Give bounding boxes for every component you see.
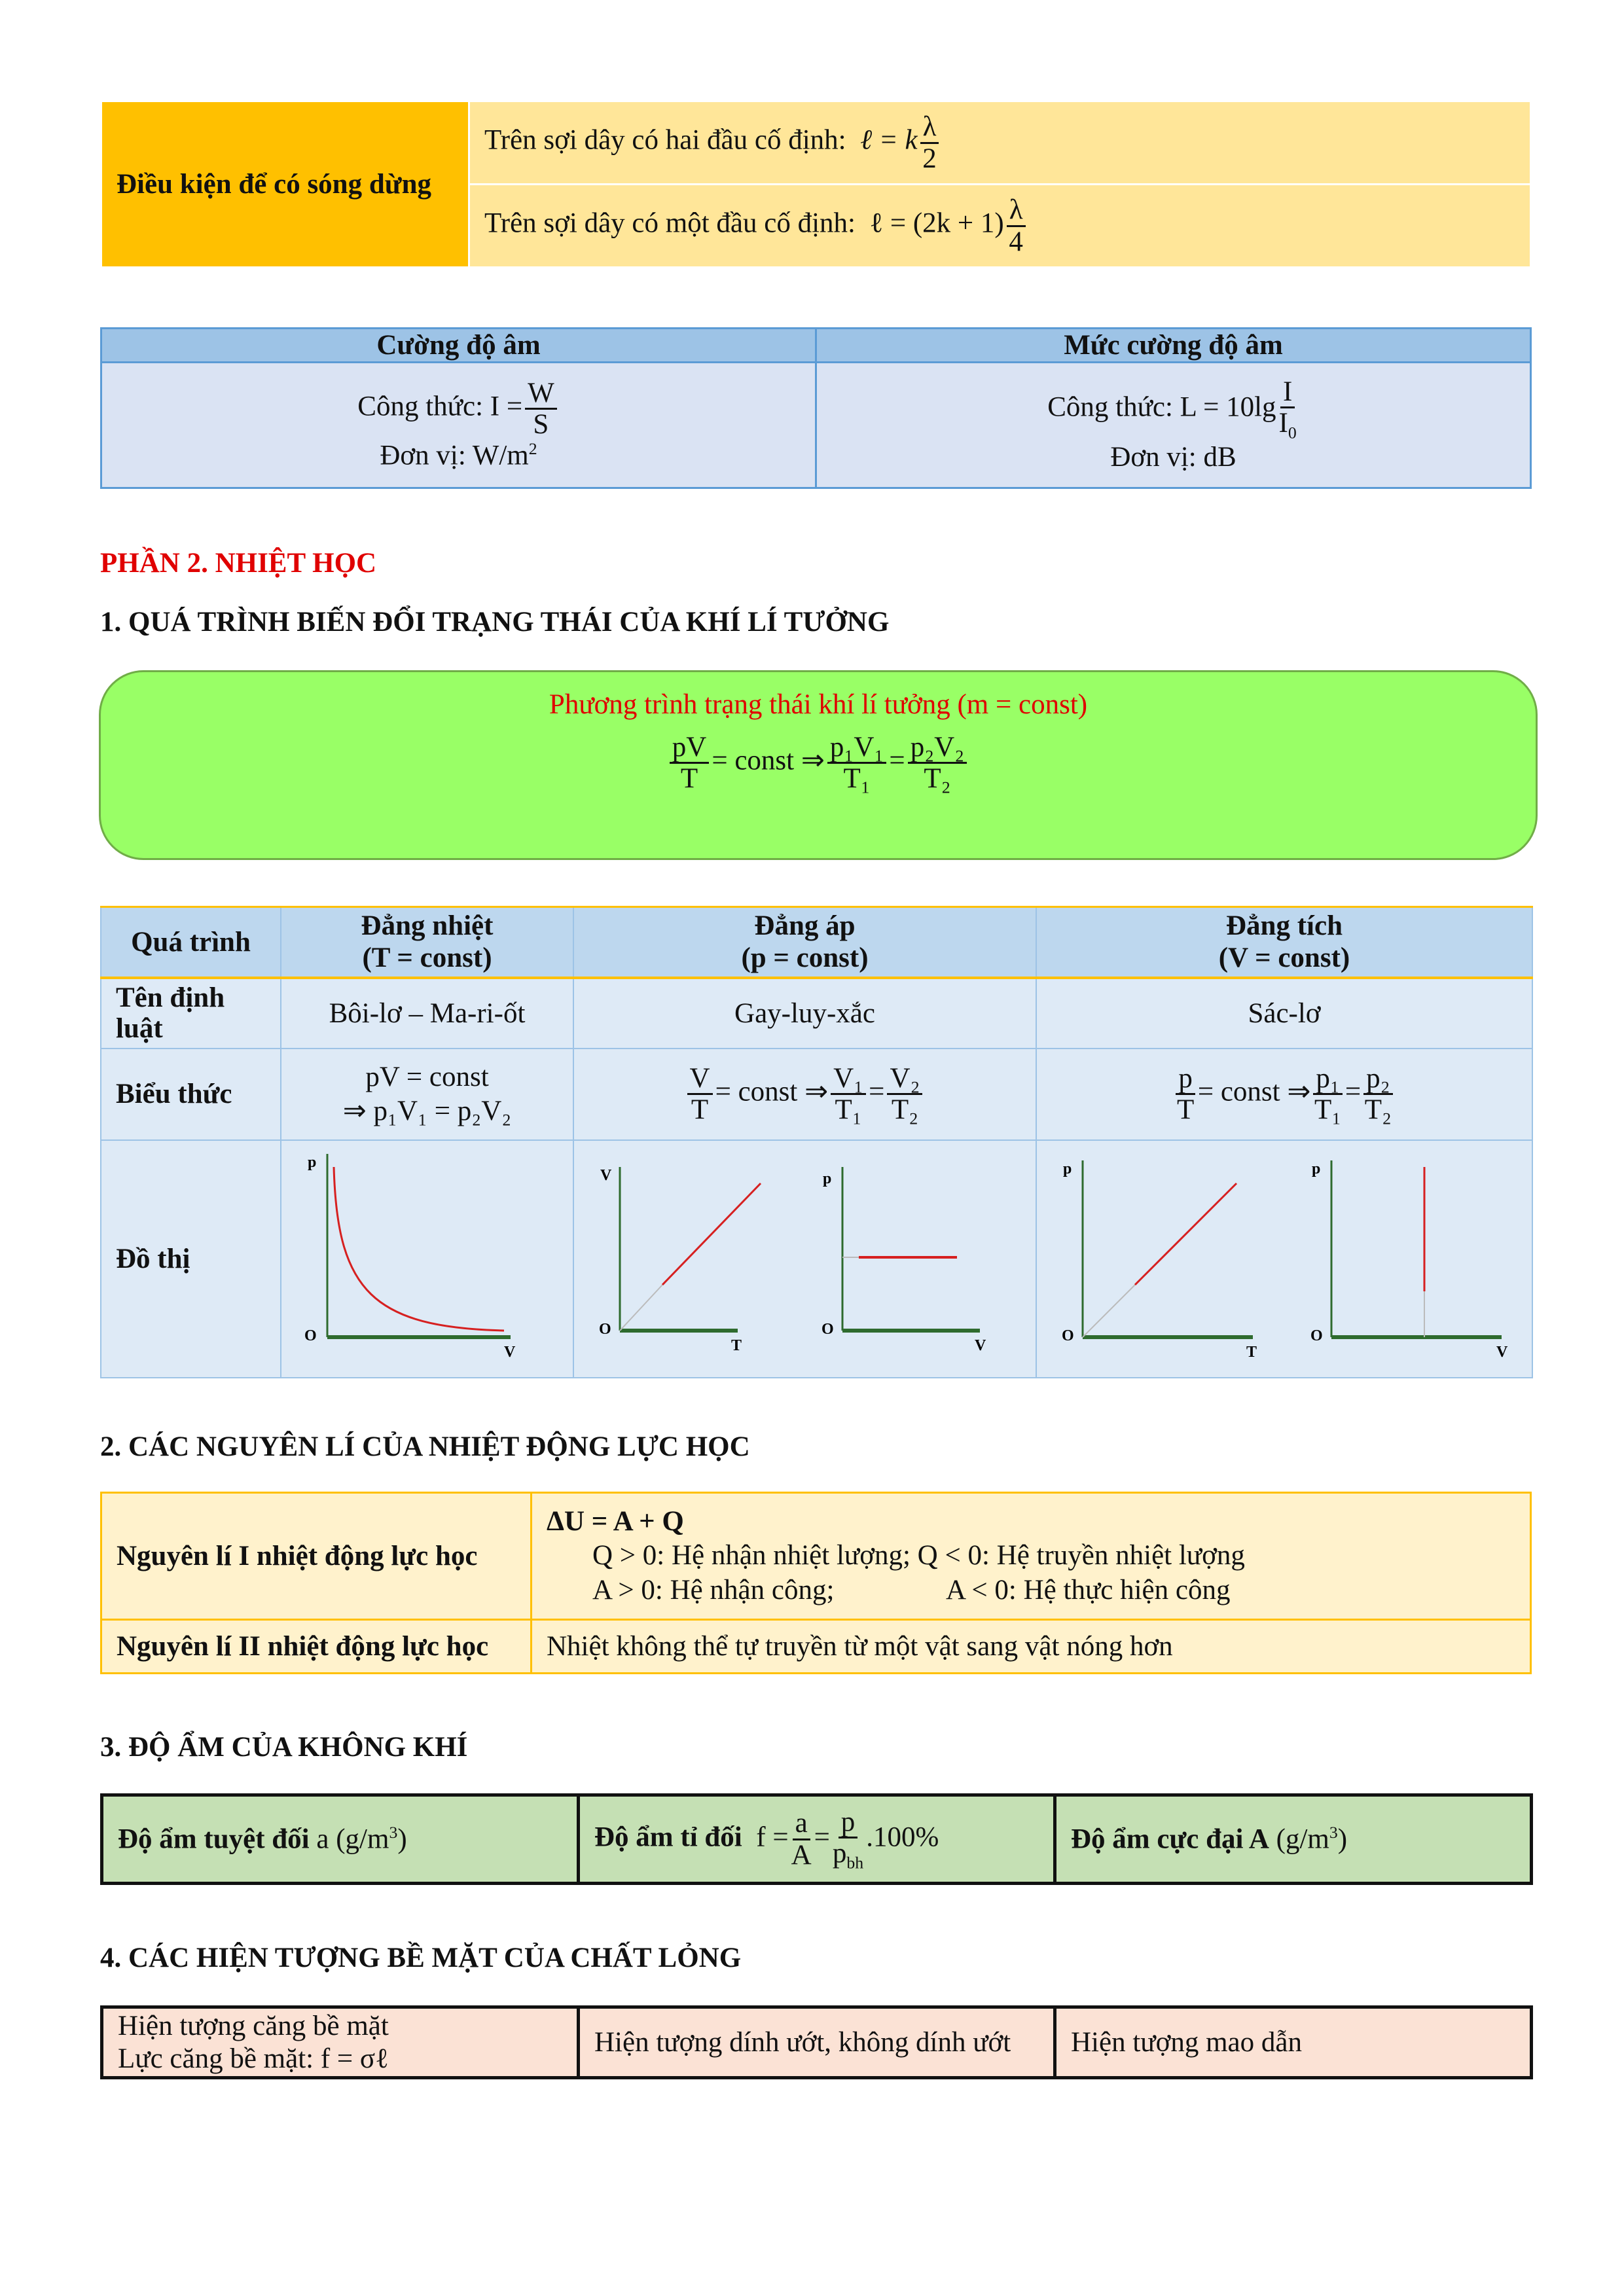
surface-tension: Hiện tượng căng bề mặt Lực căng bề mặt: f = σℓ [102, 2007, 579, 2078]
header-process: Quá trình [101, 907, 281, 978]
relative-humidity: Độ ẩm tỉ đối f = $\frac{a}{A}$ = $\frac{p}{p_{bh}}$ .100% [579, 1795, 1055, 1884]
standing-wave-two-fixed [469, 101, 1531, 185]
axis-label-v: V [504, 1343, 516, 1361]
standing-wave-table [100, 100, 1532, 268]
law2-label: Nguyên lí II nhiệt động lực học [101, 1620, 532, 1674]
sound-table [100, 327, 1532, 489]
svg-text:p: p [1063, 1160, 1072, 1177]
row-text: Trên sợi dây có một đầu cố định: [484, 207, 856, 239]
formula: ℓ = k [860, 124, 918, 156]
sound-intensity-header: Cường độ âm [101, 329, 816, 363]
axis-label-p: p [308, 1153, 317, 1171]
isothermal-pv-graph [281, 1141, 569, 1370]
formula: ℓ = (2k + 1) [869, 207, 1004, 239]
isobaric-graphs [574, 1141, 1032, 1370]
svg-text:O: O [821, 1320, 834, 1338]
ideal-gas-equation: $\frac{pV}{T}$ = const ⇒ $\frac{\text{p₁V₁}}{\text{T₁}}$ = $\frac{\text{p₂V₂}}{\text{T₂}}$ [101, 732, 1536, 793]
expr-isobaric: $\frac{V}{T}$ = const ⇒ $\frac{\text{V₁}}{\text{T₁}}$ = $\frac{\text{V₂}}{\text{T₂}}$ [573, 1049, 1036, 1140]
capillarity: Hiện tượng mao dẫn [1055, 2007, 1532, 2078]
thermo-laws-table [100, 1492, 1532, 1674]
section4-title: 4. CÁC HIỆN TƯỢNG BỀ MẶT CỦA CHẤT LỎNG [100, 1943, 742, 1973]
law2-content: Nhiệt không thể tự truyền từ một vật sang vật nóng hơn [532, 1620, 1531, 1674]
ideal-gas-box [99, 670, 1538, 860]
fraction: $\frac{\lambda}{4}$ [1007, 195, 1026, 256]
law1-label: Nguyên lí I nhiệt động lực học [101, 1493, 532, 1620]
graph-isochoric [1036, 1140, 1532, 1378]
expr-isothermal: pV = const ⇒ p₁V₁ = p₂V₂ [281, 1049, 573, 1140]
law-isochoric: Sác-lơ [1036, 978, 1532, 1049]
section1-title: 1. QUÁ TRÌNH BIẾN ĐỔI TRẠNG THÁI CỦA KHÍ LÍ TƯỞNG [100, 607, 890, 637]
law-isobaric: Gay-luy-xắc [573, 978, 1036, 1049]
max-humidity: Độ ẩm cực đại A $(g/m^3)$ [1055, 1795, 1532, 1884]
expr-isochoric: $\frac{p}{T}$ = const ⇒ $\frac{\text{p₁}}{\text{T₁}}$ = $\frac{\text{p₂}}{\text{T₂}}$ [1036, 1049, 1532, 1140]
svg-text:T: T [1246, 1343, 1257, 1361]
row-text: Trên sợi dây có hai đầu cố định: [484, 124, 846, 156]
graph-isobaric [573, 1140, 1036, 1378]
svg-text:V: V [1496, 1343, 1508, 1361]
axis-label-o: O [304, 1327, 317, 1344]
process-table [100, 906, 1533, 1378]
sound-level-header: Mức cường độ âm [816, 329, 1531, 363]
section3-title: 3. ĐỘ ẨM CỦA KHÔNG KHÍ [100, 1732, 468, 1763]
law1-content: ΔU = A + Q Q > 0: Hệ nhận nhiệt lượng; Q < 0: Hệ truyền nhiệt lượng A > 0: Hệ nhận công; A < 0: Hệ thực hiện công [532, 1493, 1531, 1620]
row-label-law: Tên định luật [101, 978, 281, 1049]
absolute-humidity: Độ ẩm tuyệt đối a $(g/m^3)$ [102, 1795, 579, 1884]
header-isothermal: Đẳng nhiệt (T = const) [281, 907, 573, 978]
standing-wave-one-fixed [469, 185, 1531, 268]
part2-title: PHẦN 2. NHIỆT HỌC [100, 548, 377, 579]
isotherm-curve [334, 1167, 504, 1331]
svg-text:p: p [1312, 1160, 1321, 1177]
header-isochoric: Đẳng tích (V = const) [1036, 907, 1532, 978]
isochore-pt-line [1135, 1183, 1236, 1285]
isobar-vt-line [662, 1183, 761, 1285]
wetting: Hiện tượng dính ướt, không dính ướt [579, 2007, 1055, 2078]
sound-level-cell: Công thức: L = 10lg $\frac{I}{I_0}$ Đơn vị: dB [816, 363, 1531, 488]
sound-intensity-cell: Công thức: I = $\frac{W}{S}$ Đơn vị: $W/m^2$ [101, 363, 816, 488]
standing-wave-label: Điều kiện để có sóng dừng [101, 101, 469, 268]
graph-isothermal [281, 1140, 573, 1378]
section2-title: 2. CÁC NGUYÊN LÍ CỦA NHIỆT ĐỘNG LỰC HỌC [100, 1431, 750, 1462]
row-label-graph: Đồ thị [101, 1140, 281, 1378]
svg-text:O: O [599, 1320, 611, 1338]
ideal-gas-title: Phương trình trạng thái khí lí tưởng (m = const) [549, 689, 1088, 720]
row-label-expression: Biểu thức [101, 1049, 281, 1140]
svg-text:V: V [975, 1336, 986, 1354]
svg-text:p: p [823, 1170, 832, 1187]
svg-text:O: O [1310, 1327, 1323, 1344]
fraction: $\frac{\lambda}{2}$ [920, 112, 939, 173]
humidity-table [100, 1793, 1533, 1885]
surface-phenomena-table [100, 2005, 1533, 2079]
law-isothermal: Bôi-lơ – Ma-ri-ốt [281, 978, 573, 1049]
svg-text:V: V [600, 1166, 612, 1184]
svg-text:O: O [1062, 1327, 1074, 1344]
isochoric-graphs [1037, 1141, 1534, 1370]
svg-text:T: T [731, 1336, 742, 1354]
header-isobaric: Đẳng áp (p = const) [573, 907, 1036, 978]
